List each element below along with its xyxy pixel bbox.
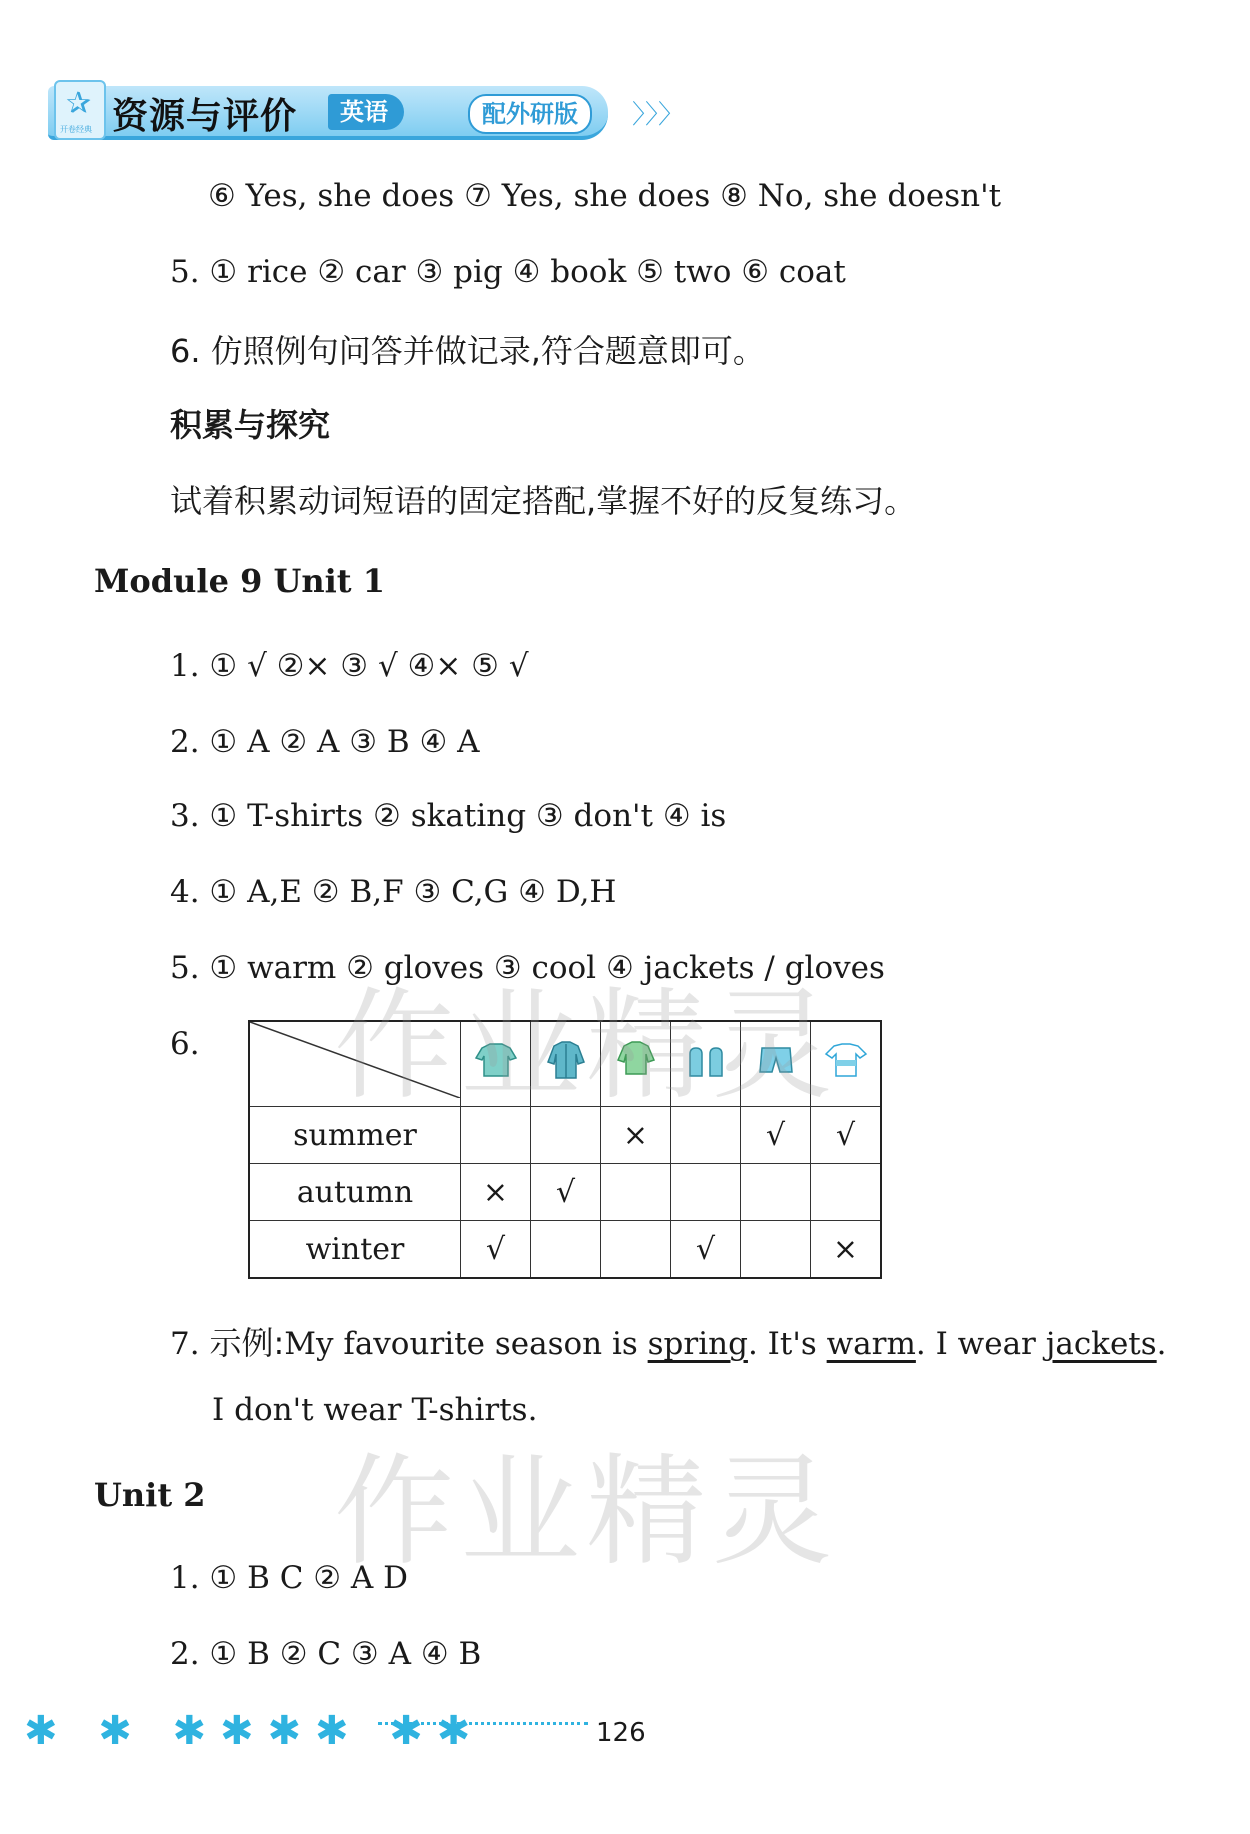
answer-line: 2. ① B ② C ③ A ④ B bbox=[170, 1636, 482, 1672]
table-cell bbox=[741, 1221, 811, 1279]
table-cell: √ bbox=[671, 1221, 741, 1279]
underlined-word: warm bbox=[826, 1326, 916, 1362]
page-number: 126 bbox=[596, 1718, 646, 1748]
season-label: autumn bbox=[249, 1164, 461, 1221]
logo bbox=[54, 80, 106, 140]
table-cell: × bbox=[811, 1221, 882, 1279]
chevron-right-icon: 〉〉〉 bbox=[632, 100, 685, 130]
dotted-leader bbox=[378, 1722, 588, 1725]
star-decoration-icon: ✱ ✱ ✱✱✱✱ ✱✱ bbox=[24, 1708, 485, 1754]
table-cell bbox=[671, 1164, 741, 1221]
sentence-part: My favourite season is bbox=[284, 1326, 648, 1362]
answer-line: 5. ① rice ② car ③ pig ④ book ⑤ two ⑥ coat bbox=[170, 254, 846, 290]
answer-line: I don't wear T-shirts. bbox=[212, 1392, 538, 1428]
section-text: 试着积累动词短语的固定搭配,掌握不好的反复练习。 bbox=[170, 482, 917, 520]
header-banner bbox=[48, 80, 685, 146]
table-cell bbox=[811, 1164, 882, 1221]
table-cell: √ bbox=[531, 1164, 601, 1221]
sentence-part: . bbox=[1156, 1326, 1167, 1362]
logo-text: 开卷经典 bbox=[60, 125, 92, 134]
subject-badge: 英语 bbox=[328, 94, 404, 130]
season-label: winter bbox=[249, 1221, 461, 1279]
unit-heading: Unit 2 bbox=[94, 1476, 206, 1514]
watermark: 作业精灵 bbox=[334, 1443, 838, 1582]
answer-line: 2. ① A ② A ③ B ④ A bbox=[170, 724, 480, 760]
table-cell: × bbox=[601, 1107, 671, 1164]
answer-line: 3. ① T-shirts ② skating ③ don't ④ is bbox=[170, 798, 727, 834]
answer-line: 6. 仿照例句问答并做记录,符合题意即可。 bbox=[170, 332, 765, 370]
sentence-part: . I wear bbox=[915, 1326, 1046, 1362]
edition-badge: 配外研版 bbox=[468, 94, 592, 134]
table-cell bbox=[531, 1221, 601, 1279]
sentence-part: . It's bbox=[747, 1326, 827, 1362]
answer-line: 1. ① √ ②× ③ √ ④× ⑤ √ bbox=[170, 648, 529, 684]
table-cell: × bbox=[461, 1164, 531, 1221]
answer-line: 1. ① B C ② A D bbox=[170, 1560, 409, 1596]
table-row bbox=[249, 1164, 881, 1221]
table-cell: √ bbox=[741, 1107, 811, 1164]
table-cell: √ bbox=[811, 1107, 882, 1164]
answer-line: 4. ① A,E ② B,F ③ C,G ④ D,H bbox=[170, 874, 617, 910]
underlined-word: spring bbox=[647, 1326, 748, 1362]
table-cell bbox=[601, 1164, 671, 1221]
answer-line-7 bbox=[170, 1318, 1167, 1364]
item-number: 7. bbox=[170, 1326, 210, 1362]
star-logo-icon: ✰ bbox=[66, 86, 92, 121]
answer-line: 5. ① warm ② gloves ③ cool ④ jackets / gloves bbox=[170, 950, 885, 986]
underlined-word: jackets bbox=[1045, 1326, 1157, 1362]
answer-line: ⑥ Yes, she does ⑦ Yes, she does ⑧ No, she doesn't bbox=[208, 178, 1002, 214]
section-heading: 积累与探究 bbox=[170, 406, 331, 444]
season-label: summer bbox=[249, 1107, 461, 1164]
answer-line: 6. bbox=[170, 1026, 200, 1062]
table-cell bbox=[741, 1164, 811, 1221]
table-cell: √ bbox=[461, 1221, 531, 1279]
book-title: 资源与评价 bbox=[112, 96, 298, 137]
watermark: 作业精灵 bbox=[334, 977, 838, 1116]
module-heading: Module 9 Unit 1 bbox=[94, 562, 385, 600]
table-row bbox=[249, 1221, 881, 1279]
example-label: 示例: bbox=[209, 1324, 285, 1362]
table-cell bbox=[601, 1221, 671, 1279]
